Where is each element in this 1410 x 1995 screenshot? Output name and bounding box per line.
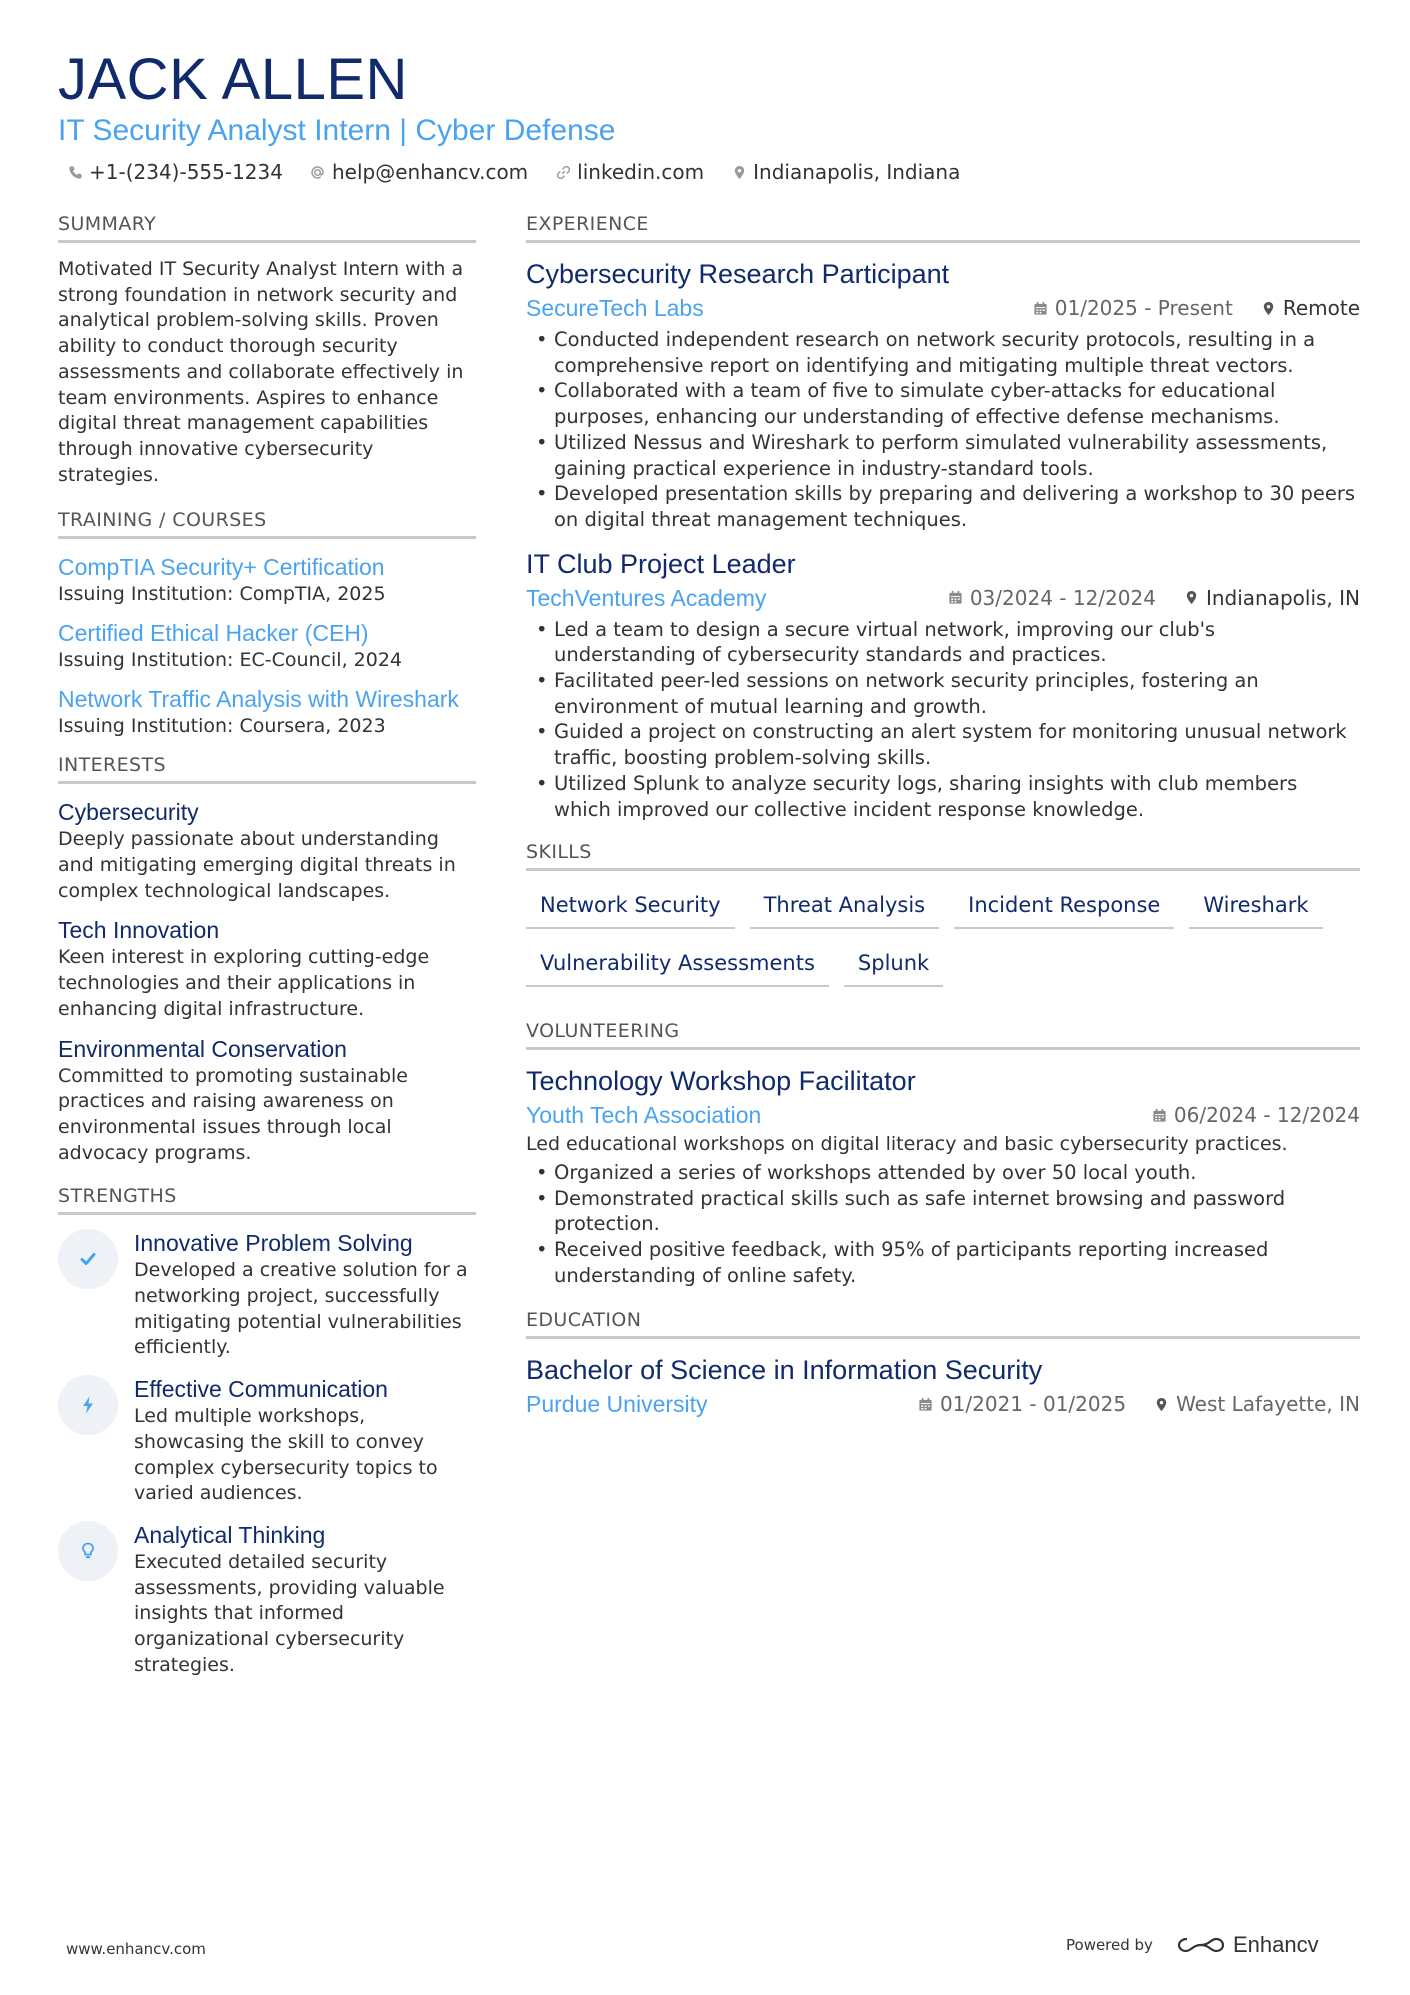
company-name: SecureTech Labs <box>526 295 704 321</box>
right-column <box>526 212 1360 1419</box>
email-text: help@enhancv.com <box>331 160 529 184</box>
training-title: Certified Ethical Hacker (CEH) <box>58 620 369 647</box>
summary-section <box>58 212 476 488</box>
job-dates: 01/2025 - Present <box>1054 296 1233 320</box>
experience-heading: EXPERIENCE <box>526 212 1360 243</box>
bullet-item: • Guided a project on constructing an alert system for monitoring unusual network traffic, boosting problem-solving skills. <box>526 719 1360 770</box>
strength-text: Led multiple workshops, showcasing the skill to convey complex cybersecurity topics to varied audiences. <box>134 1405 438 1505</box>
volunteer-title: Technology Workshop Facilitator <box>526 1066 916 1097</box>
strength-item <box>58 1521 476 1679</box>
link-icon <box>554 163 572 181</box>
education-section <box>526 1308 1360 1419</box>
skill-tag: Network Security <box>526 885 735 929</box>
skill-tag: Incident Response <box>954 885 1174 929</box>
location-pin-icon <box>1261 301 1276 316</box>
interest-text: Keen interest in exploring cutting-edge technologies and their applications in enhancing digital infrastructure. <box>58 946 430 1020</box>
skill-tag: Splunk <box>844 943 943 987</box>
training-detail: Issuing Institution: EC-Council, 2024 <box>58 649 403 672</box>
training-section <box>58 508 476 739</box>
lightning-icon <box>58 1375 118 1435</box>
experience-item <box>526 547 1360 823</box>
job-dates: 03/2024 - 12/2024 <box>969 585 1156 610</box>
interest-item <box>58 1035 476 1167</box>
education-dates: 01/2021 - 01/2025 <box>939 1392 1127 1417</box>
strength-text: Developed a creative solution for a networking project, successfully mitigating potential vulnerabilities efficiently. <box>134 1259 468 1359</box>
calendar-icon <box>1033 301 1048 316</box>
training-title: CompTIA Security+ Certification <box>58 554 385 581</box>
location-pin-icon <box>1184 590 1199 605</box>
volunteer-description: Led educational workshops on digital literacy and basic cybersecurity practices. <box>526 1133 1288 1156</box>
contact-bar <box>66 160 986 184</box>
bullet-item: • Demonstrated practical skills such as safe internet browsing and password protection. <box>526 1186 1360 1237</box>
bullet-item: • Facilitated peer-led sessions on network security principles, fostering an environment of mutual learning and growth. <box>526 668 1360 719</box>
enhancv-logo <box>1177 1932 1319 1958</box>
training-detail: Issuing Institution: Coursera, 2023 <box>58 715 386 738</box>
footer-website[interactable]: www.enhancv.com <box>66 1940 206 1958</box>
check-icon <box>58 1229 118 1289</box>
bullet-item: • Collaborated with a team of five to simulate cyber-attacks for educational purposes, enhancing our understanding of effective defense mechanisms. <box>526 378 1360 429</box>
school-name: Purdue University <box>526 1391 708 1418</box>
summary-text: Motivated IT Security Analyst Intern with a strong foundation in network security and analytical problem-solving skills. Proven ability to conduct thorough security assessments and collaborate effectively in team environments. Aspires to enhance digital threat management capabilities through innovative cybersecurity strategies. <box>58 258 464 486</box>
skill-tag: Vulnerability Assessments <box>526 943 829 987</box>
volunteer-organization: Youth Tech Association <box>526 1102 762 1129</box>
strength-text: Executed detailed security assessments, providing valuable insights that informed organizational cybersecurity strategies. <box>134 1550 445 1676</box>
strength-title: Effective Communication <box>134 1376 388 1403</box>
brand-name: Enhancv <box>1232 1932 1319 1957</box>
skill-tag: Threat Analysis <box>750 885 940 929</box>
strength-title: Analytical Thinking <box>134 1521 326 1548</box>
experience-section <box>526 212 1360 822</box>
strength-title: Innovative Problem Solving <box>134 1230 413 1257</box>
bullet-item: • Developed presentation skills by preparing and delivering a workshop to 30 peers on digital threat management techniques. <box>526 481 1360 532</box>
interest-title: Tech Innovation <box>58 917 220 944</box>
contact-linkedin[interactable] <box>554 160 704 184</box>
skills-section <box>526 840 1360 1001</box>
calendar-icon <box>1152 1108 1167 1123</box>
education-location: West Lafayette, IN <box>1176 1392 1360 1417</box>
education-heading: EDUCATION <box>526 1308 1360 1339</box>
bullet-item: • Utilized Nessus and Wireshark to perform simulated vulnerability assessments, gaining practical experience in industry-standard tools. <box>526 430 1360 481</box>
job-title: Cybersecurity Research Participant <box>526 259 950 289</box>
bullet-item: • Received positive feedback, with 95% of participants reporting increased understanding of online safety. <box>526 1237 1360 1288</box>
bullet-item: • Conducted independent research on network security protocols, resulting in a comprehensive report on identifying and mitigating multiple threat vectors. <box>526 327 1360 378</box>
interest-item <box>58 798 476 904</box>
experience-item <box>526 257 1360 533</box>
calendar-icon <box>918 1397 933 1412</box>
interest-title: Environmental Conservation <box>58 1035 347 1062</box>
interest-text: Deeply passionate about understanding and mitigating emerging digital threats in complex technological landscapes. <box>58 828 456 902</box>
strengths-section <box>58 1184 476 1678</box>
bullet-item: • Led a team to design a secure virtual network, improving our club's understanding of cybersecurity standards and practices. <box>526 617 1360 668</box>
job-bullets <box>526 617 1360 823</box>
strengths-heading: STRENGTHS <box>58 1184 476 1215</box>
phone-icon <box>66 163 84 181</box>
volunteering-section <box>526 1019 1360 1288</box>
contact-email[interactable] <box>309 160 528 184</box>
contact-location <box>730 160 960 184</box>
interest-text: Committed to promoting sustainable practices and raising awareness on environmental issues through local advocacy programs. <box>58 1064 408 1164</box>
location-pin-icon <box>1154 1397 1169 1412</box>
volunteer-dates: 06/2024 - 12/2024 <box>1173 1103 1360 1128</box>
footer-brand[interactable] <box>1066 1932 1319 1958</box>
skills-heading: SKILLS <box>526 840 1360 871</box>
job-title: IT Club Project Leader <box>526 548 796 579</box>
training-detail: Issuing Institution: CompTIA, 2025 <box>58 583 386 606</box>
interest-title: Cybersecurity <box>58 799 199 826</box>
enhancv-logo-icon <box>1177 1933 1225 1957</box>
company-name: TechVentures Academy <box>526 584 767 611</box>
at-icon <box>309 163 327 181</box>
training-title: Network Traffic Analysis with Wireshark <box>58 686 459 713</box>
location-pin-icon <box>730 163 748 181</box>
interests-heading: INTERESTS <box>58 753 476 784</box>
left-column <box>58 212 476 1693</box>
training-heading: TRAINING / COURSES <box>58 508 476 539</box>
interest-item <box>58 916 476 1022</box>
skill-tag: Wireshark <box>1189 885 1322 929</box>
job-location: Indianapolis, IN <box>1205 585 1360 610</box>
volunteer-bullets <box>526 1160 1360 1289</box>
contact-phone[interactable] <box>66 160 283 184</box>
training-item <box>58 619 476 673</box>
job-location: Remote <box>1282 296 1360 320</box>
strength-item <box>58 1375 476 1507</box>
summary-heading: SUMMARY <box>58 212 476 243</box>
candidate-title: IT Security Analyst Intern | Cyber Defense <box>58 114 616 147</box>
location-text: Indianapolis, Indiana <box>753 160 961 184</box>
strength-item <box>58 1229 476 1361</box>
bullet-item: • Utilized Splunk to analyze security logs, sharing insights with club members which improved our collective incident response knowledge. <box>526 771 1360 822</box>
candidate-name: JACK ALLEN <box>58 47 408 112</box>
interests-section <box>58 753 476 1166</box>
phone-text: +1-(234)-555-1234 <box>89 160 283 184</box>
bullet-item: • Organized a series of workshops attended by over 50 local youth. <box>526 1160 1360 1186</box>
training-item <box>58 685 476 739</box>
linkedin-text: linkedin.com <box>577 160 705 184</box>
job-bullets <box>526 327 1360 533</box>
lightbulb-icon <box>58 1521 118 1581</box>
training-item <box>58 553 476 607</box>
skills-list <box>526 885 1360 1001</box>
degree-title: Bachelor of Science in Information Security <box>526 1355 1043 1386</box>
calendar-icon <box>948 590 963 605</box>
powered-by-label: Powered by <box>1066 1936 1153 1954</box>
volunteering-heading: VOLUNTEERING <box>526 1019 1360 1050</box>
